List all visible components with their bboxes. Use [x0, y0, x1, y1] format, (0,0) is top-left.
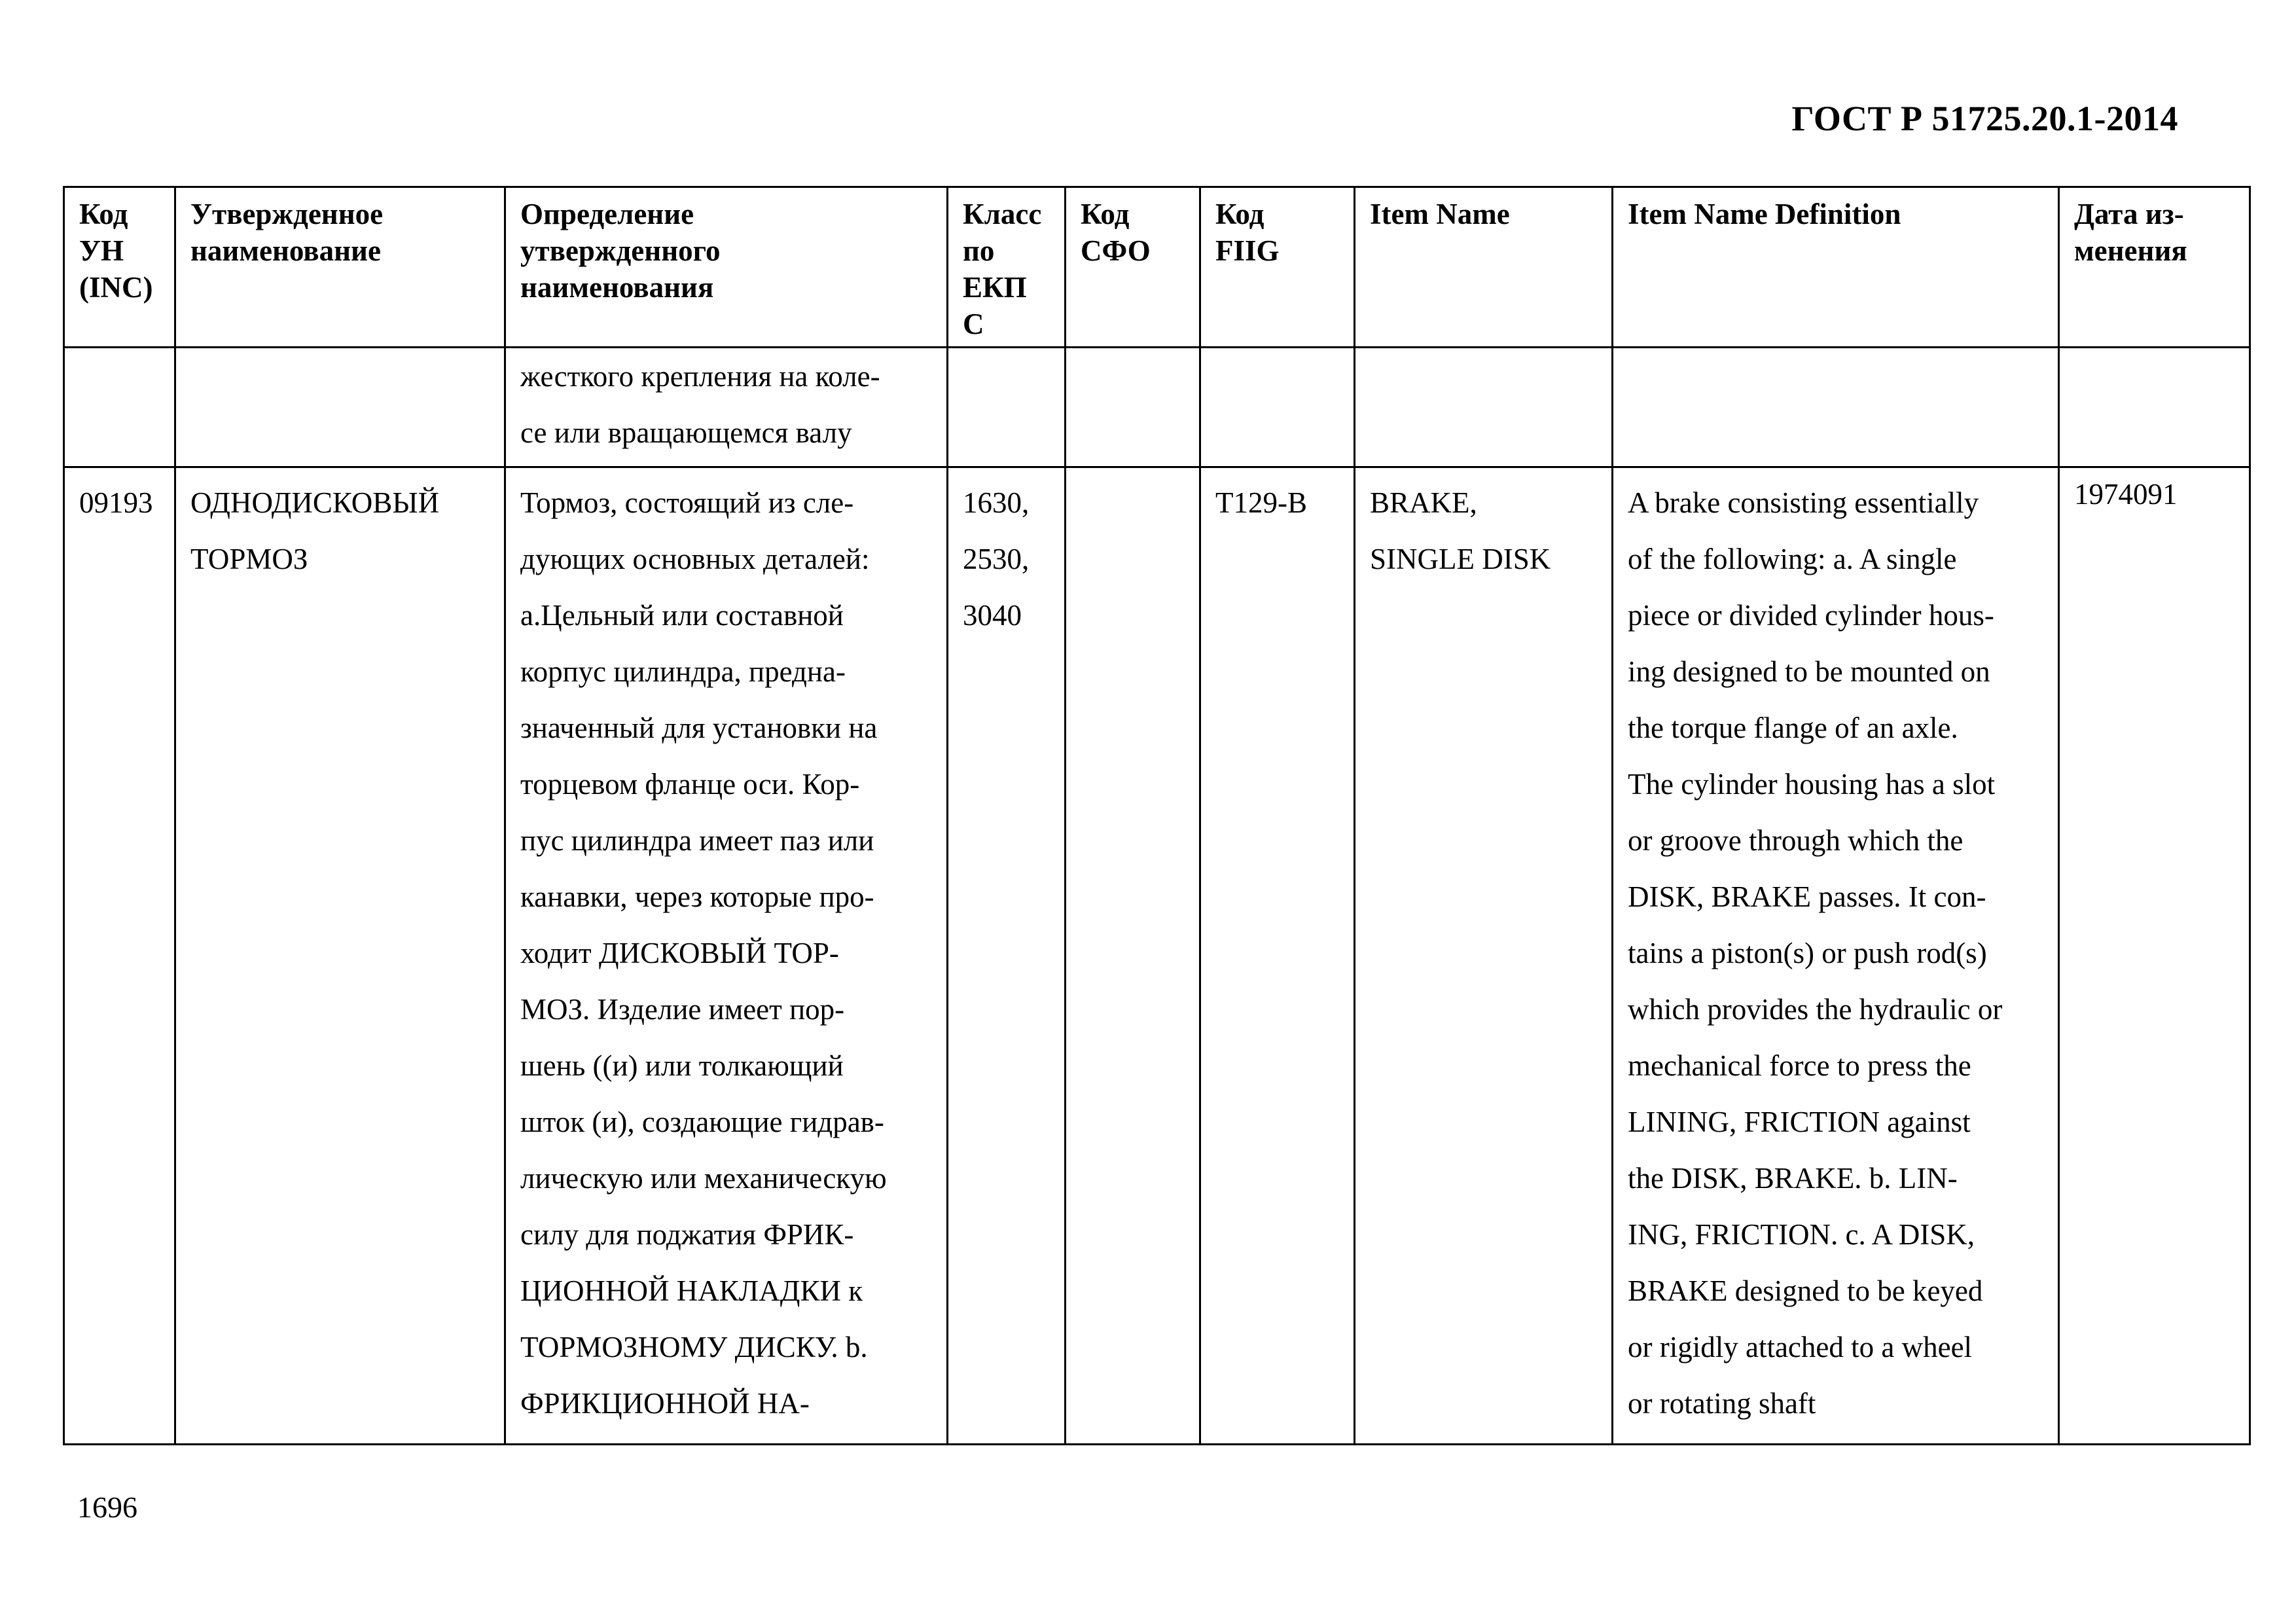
cell-text-line: LINING, FRICTION against	[1628, 1106, 1971, 1138]
cell-text-line: piece or divided cylinder hous-	[1628, 599, 1994, 632]
header-line: Код	[79, 198, 128, 230]
header-sfo	[1066, 187, 1200, 348]
cell-text-line: ТОРМОЗНОМУ ДИСКУ. b.	[520, 1331, 868, 1363]
cell-text-line: A brake consisting essentially	[1628, 486, 1979, 519]
cell-sfo	[1066, 348, 1200, 467]
header-line: Код	[1215, 198, 1265, 230]
header-line: Item Name Definition	[1628, 198, 1901, 230]
cell-definition	[505, 348, 948, 467]
cell-fiig	[1200, 348, 1355, 467]
cell-approved-name	[175, 467, 505, 1445]
cell-text-line: корпус цилиндра, предна-	[520, 655, 846, 688]
header-line: Утвержденное	[190, 198, 384, 230]
cell-text-line: лическую или механическую	[520, 1162, 887, 1195]
cell-text-line: ОДНОДИСКОВЫЙ	[190, 486, 440, 519]
header-line: ЕКП	[963, 271, 1027, 304]
header-approved-name	[175, 187, 505, 348]
header-line: Код	[1081, 198, 1130, 230]
cell-text-line: SINGLE DISK	[1370, 543, 1551, 575]
cell-change-date	[2059, 467, 2250, 1445]
cell-text-line: шень ((и) или толкающий	[520, 1049, 844, 1082]
cell-text-line: МОЗ. Изделие имеет пор-	[520, 993, 845, 1026]
cell-text-line: ing designed to be mounted on	[1628, 655, 1990, 688]
header-change-date	[2059, 187, 2250, 348]
cell-text-line: a.Цельный или составной	[520, 599, 844, 632]
cell-sfo	[1066, 467, 1200, 1445]
cell-text-line: 09193	[79, 486, 153, 519]
header-line: Класс	[963, 198, 1042, 230]
cell-text-line: The cylinder housing has a slot	[1628, 768, 1996, 801]
cell-item-name-definition	[1613, 348, 2059, 467]
cell-text-line: силу для поджатия ФРИК-	[520, 1218, 854, 1251]
header-line: Определение	[520, 198, 694, 230]
header-line: (INC)	[79, 271, 153, 304]
cell-class	[948, 348, 1066, 467]
header-line: УН	[79, 234, 124, 267]
cell-text-line: the torque flange of an axle.	[1628, 712, 1958, 744]
cell-text-line: mechanical force to press the	[1628, 1049, 1971, 1082]
cell-definition	[505, 467, 948, 1445]
header-line: менения	[2074, 234, 2187, 267]
header-definition	[505, 187, 948, 348]
cell-text-line: tains a piston(s) or push rod(s)	[1628, 937, 1987, 969]
cell-text-line: ING, FRICTION. c. A DISK,	[1628, 1218, 1975, 1251]
cell-text-line: of the following: a. A single	[1628, 543, 1957, 575]
header-line: наименования	[520, 271, 714, 304]
cell-text-line: or rigidly attached to a wheel	[1628, 1331, 1973, 1363]
header-line: С	[963, 308, 984, 340]
cell-text-line: 3040	[963, 599, 1022, 632]
table-header-row	[64, 187, 2250, 348]
cell-class	[948, 467, 1066, 1445]
cell-item-name	[1355, 348, 1613, 467]
cell-text-line: дующих основных деталей:	[520, 543, 870, 575]
cell-text-line: пус цилиндра имеет паз или	[520, 824, 874, 857]
cell-code	[64, 467, 175, 1445]
header-line: Дата из-	[2074, 198, 2184, 230]
cell-fiig	[1200, 467, 1355, 1445]
cell-text-line: жесткого крепления на коле-	[520, 360, 880, 393]
cell-text-line: ходит ДИСКОВЫЙ ТОР-	[520, 937, 839, 969]
cell-text-line: DISK, BRAKE passes. It con-	[1628, 880, 1986, 913]
cell-approved-name	[175, 348, 505, 467]
cell-text-line: 2530,	[963, 543, 1030, 575]
table-row-continuation	[64, 348, 2250, 467]
cell-text-line: 1974091	[2074, 478, 2178, 511]
header-line: Item Name	[1370, 198, 1510, 230]
table-row	[64, 467, 2250, 1445]
cell-text-line: канавки, через которые про-	[520, 880, 874, 913]
cell-text-line: 1630,	[963, 486, 1030, 519]
cell-text-line: BRAKE designed to be keyed	[1628, 1274, 1983, 1307]
cell-change-date	[2059, 348, 2250, 467]
cell-code	[64, 348, 175, 467]
cell-item-name	[1355, 467, 1613, 1445]
cell-text-line: or groove through which the	[1628, 824, 1964, 857]
cell-text-line: BRAKE,	[1370, 486, 1477, 519]
header-line: по	[963, 234, 995, 267]
header-line: утвержденного	[520, 234, 721, 267]
standard-title: ГОСТ Р 51725.20.1-2014	[1791, 99, 2178, 138]
cell-text-line: се или вращающемся валу	[520, 416, 852, 449]
header-code-inc	[64, 187, 175, 348]
header-line: наименование	[190, 234, 381, 267]
cell-text-line: значенный для установки на	[520, 712, 878, 744]
cell-text-line: Тормоз, состоящий из сле-	[520, 486, 854, 519]
cell-text-line: T129-B	[1215, 486, 1307, 519]
cell-text-line: торцевом фланце оси. Кор-	[520, 768, 860, 801]
header-fiig	[1200, 187, 1355, 348]
header-item-name-definition	[1613, 187, 2059, 348]
cell-text-line: ФРИКЦИОННОЙ НА-	[520, 1387, 810, 1420]
cell-text-line: the DISK, BRAKE. b. LIN-	[1628, 1162, 1958, 1195]
cell-item-name-definition	[1613, 467, 2059, 1445]
cell-text-line: ТОРМОЗ	[190, 543, 308, 575]
header-class	[948, 187, 1066, 348]
cell-text-line: which provides the hydraulic or	[1628, 993, 2003, 1026]
header-line: FIIG	[1215, 234, 1280, 267]
header-line: СФО	[1081, 234, 1151, 267]
header-item-name	[1355, 187, 1613, 348]
cell-text-line: шток (и), создающие гидрав-	[520, 1106, 884, 1138]
classification-table	[63, 186, 2251, 1445]
page-number: 1696	[77, 1490, 137, 1524]
cell-text-line: ЦИОННОЙ НАКЛАДКИ к	[520, 1274, 863, 1307]
cell-text-line: or rotating shaft	[1628, 1387, 1816, 1420]
